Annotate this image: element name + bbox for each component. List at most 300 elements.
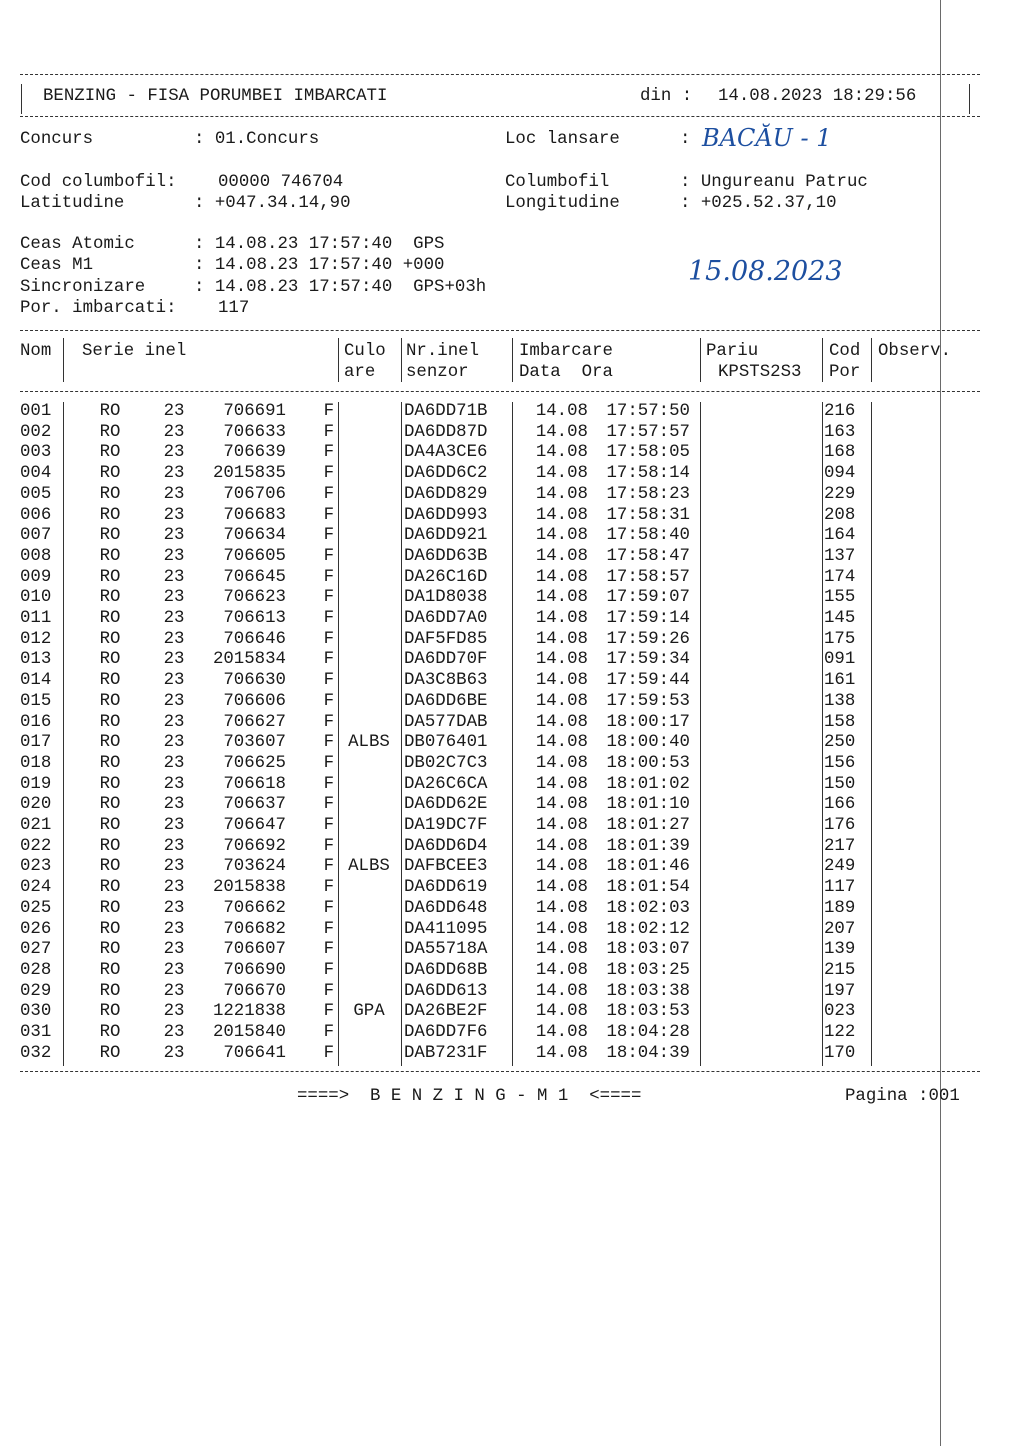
report-datetime: 14.08.2023 18:29:56: [718, 87, 917, 106]
table-row: [20, 795, 874, 816]
col-sep: [700, 338, 701, 382]
row-sex: F: [323, 484, 334, 504]
row-an: 23: [163, 878, 185, 898]
row-senzor: DA6DD648: [404, 898, 488, 918]
row-sex: F: [323, 567, 334, 587]
row-sex: F: [323, 464, 334, 484]
row-culoare: [338, 713, 400, 734]
row-culoare: [338, 692, 400, 713]
row-an: 23: [163, 981, 185, 1001]
row-data: 14.08: [535, 774, 588, 794]
row-inel: 706683: [223, 505, 286, 525]
row-an: 23: [163, 402, 185, 421]
col-header-serie-inel: Serie inel: [82, 342, 187, 361]
table-row: [20, 464, 874, 485]
row-sex: F: [323, 898, 334, 918]
row-inel: 706670: [223, 981, 286, 1001]
row-senzor: DA6DD71B: [404, 402, 488, 421]
col-sep: [822, 338, 823, 382]
row-tara: RO: [99, 816, 121, 836]
col-sep: [871, 338, 872, 382]
row-sex: F: [323, 878, 334, 898]
row-an: 23: [163, 733, 185, 753]
row-cod: 215: [824, 960, 856, 980]
row-an: 23: [163, 422, 185, 442]
row-sex: F: [323, 919, 334, 939]
table-row: [20, 506, 874, 527]
row-cod: 158: [824, 712, 856, 732]
row-tara: RO: [99, 774, 121, 794]
row-nom: 005: [20, 484, 52, 504]
row-an: 23: [163, 836, 185, 856]
latitudine-value: : +047.34.14,90: [194, 194, 351, 213]
row-cod: 137: [824, 546, 856, 566]
row-culoare: [338, 920, 400, 941]
row-data: 14.08: [535, 650, 588, 670]
row-senzor: DA6DD829: [404, 484, 488, 504]
table-row: [20, 713, 874, 734]
table-row: [20, 402, 874, 423]
row-an: 23: [163, 650, 185, 670]
row-pariu: [690, 526, 818, 547]
col-header-culoare-2: are: [344, 363, 376, 382]
row-inel: 706606: [223, 691, 286, 711]
row-data: 14.08: [535, 816, 588, 836]
row-cod: 138: [824, 691, 856, 711]
row-sex: F: [323, 402, 334, 421]
row-senzor: DA26C6CA: [404, 774, 488, 794]
row-ora: 18:01:10: [606, 795, 690, 815]
row-ora: 17:58:14: [606, 464, 690, 484]
row-data: 14.08: [535, 629, 588, 649]
row-cod: 217: [824, 836, 856, 856]
table-row: [20, 816, 874, 837]
row-data: 14.08: [535, 402, 588, 421]
row-senzor: DA6DD921: [404, 526, 488, 546]
row-culoare: ALBS: [348, 733, 390, 753]
table-row: [20, 920, 874, 941]
row-senzor: DA411095: [404, 919, 488, 939]
header-right-border: [969, 84, 970, 114]
row-pariu: [690, 485, 818, 506]
row-culoare: [338, 671, 400, 692]
row-an: 23: [163, 1002, 185, 1022]
row-inel: 2015840: [212, 1023, 286, 1043]
row-inel: 706630: [223, 671, 286, 691]
row-nom: 015: [20, 691, 52, 711]
row-senzor: DA6DD6C2: [404, 464, 488, 484]
row-pariu: [690, 713, 818, 734]
row-cod: 176: [824, 816, 856, 836]
row-tara: RO: [99, 878, 121, 898]
row-nom: 030: [20, 1002, 52, 1022]
concurs-label: Concurs: [20, 130, 94, 149]
row-pariu: [690, 878, 818, 899]
row-senzor: DAFBCEE3: [404, 857, 488, 877]
row-cod: 155: [824, 588, 856, 608]
row-ora: 18:02:12: [606, 919, 690, 939]
col-sep: [338, 338, 339, 382]
row-nom: 014: [20, 671, 52, 691]
row-cod: 170: [824, 1043, 856, 1063]
row-data: 14.08: [535, 795, 588, 815]
row-senzor: DA6DD70F: [404, 650, 488, 670]
row-pariu: [690, 609, 818, 630]
row-ora: 17:58:05: [606, 443, 690, 463]
row-nom: 016: [20, 712, 52, 732]
row-tara: RO: [99, 484, 121, 504]
row-pariu: [690, 630, 818, 651]
row-ora: 17:59:44: [606, 671, 690, 691]
row-ora: 18:01:27: [606, 816, 690, 836]
row-ora: 18:00:53: [606, 753, 690, 773]
row-nom: 032: [20, 1043, 52, 1063]
col-header-culoare-1: Culo: [344, 342, 386, 361]
row-senzor: DA577DAB: [404, 712, 488, 732]
row-an: 23: [163, 443, 185, 463]
row-an: 23: [163, 1023, 185, 1043]
row-pariu: [690, 443, 818, 464]
row-sex: F: [323, 960, 334, 980]
row-inel: 706647: [223, 816, 286, 836]
table-row: [20, 671, 874, 692]
loc-lansare-handwritten: BACĂU - 1: [702, 124, 832, 152]
row-inel: 1221838: [212, 1002, 286, 1022]
row-ora: 18:01:46: [606, 857, 690, 877]
concurs-value: : 01.Concurs: [194, 130, 320, 149]
row-inel: 706613: [223, 609, 286, 629]
table-row: [20, 443, 874, 464]
row-culoare: [338, 588, 400, 609]
row-an: 23: [163, 940, 185, 960]
row-culoare: [338, 1023, 400, 1044]
row-culoare: [338, 630, 400, 651]
row-sex: F: [323, 505, 334, 525]
loc-lansare-colon: :: [680, 130, 691, 149]
row-inel: 2015838: [212, 878, 286, 898]
row-nom: 020: [20, 795, 52, 815]
row-tara: RO: [99, 691, 121, 711]
table-row: [20, 485, 874, 506]
row-sex: F: [323, 588, 334, 608]
header-bottom-rule: [20, 116, 980, 117]
table-row: [20, 775, 874, 796]
row-culoare: [338, 961, 400, 982]
row-culoare: [338, 775, 400, 796]
row-nom: 025: [20, 898, 52, 918]
row-cod: 166: [824, 795, 856, 815]
row-pariu: [690, 961, 818, 982]
row-an: 23: [163, 691, 185, 711]
row-an: 23: [163, 526, 185, 546]
row-an: 23: [163, 857, 185, 877]
row-data: 14.08: [535, 940, 588, 960]
table-top-rule: [20, 330, 980, 331]
row-cod: 139: [824, 940, 856, 960]
cod-columbofil-value: 00000 746704: [218, 173, 344, 192]
row-senzor: DA26C16D: [404, 567, 488, 587]
row-senzor: DA6DD613: [404, 981, 488, 1001]
row-nom: 011: [20, 609, 52, 629]
col-header-imbarcare-1: Imbarcare: [519, 342, 613, 361]
row-senzor: DA6DD7A0: [404, 609, 488, 629]
row-nom: 029: [20, 981, 52, 1001]
row-nom: 001: [20, 402, 52, 421]
row-an: 23: [163, 816, 185, 836]
row-sex: F: [323, 422, 334, 442]
row-cod: 189: [824, 898, 856, 918]
header-top-rule: [20, 74, 980, 75]
row-data: 14.08: [535, 443, 588, 463]
row-an: 23: [163, 919, 185, 939]
row-culoare: [338, 754, 400, 775]
row-cod: 117: [824, 878, 856, 898]
row-ora: 18:01:02: [606, 774, 690, 794]
row-inel: 706623: [223, 588, 286, 608]
table-row: [20, 733, 874, 754]
row-senzor: DA6DD63B: [404, 546, 488, 566]
table-row: [20, 899, 874, 920]
row-sex: F: [323, 650, 334, 670]
row-ora: 17:58:23: [606, 484, 690, 504]
col-header-cod-1: Cod: [829, 342, 861, 361]
table-row: [20, 588, 874, 609]
row-sex: F: [323, 981, 334, 1001]
footer-banner: ====> B E N Z I N G - M 1 <====: [297, 1087, 642, 1106]
row-nom: 003: [20, 443, 52, 463]
sincronizare-value: : 14.08.23 17:57:40 GPS+03h: [194, 278, 487, 297]
row-pariu: [690, 423, 818, 444]
row-ora: 17:59:53: [606, 691, 690, 711]
row-inel: 706633: [223, 422, 286, 442]
col-header-cod-2: Por: [829, 363, 861, 382]
table-row: [20, 609, 874, 630]
row-culoare: [338, 568, 400, 589]
row-sex: F: [323, 526, 334, 546]
row-tara: RO: [99, 443, 121, 463]
row-pariu: [690, 568, 818, 589]
row-senzor: DA6DD6D4: [404, 836, 488, 856]
row-senzor: DB02C7C3: [404, 753, 488, 773]
row-cod: 145: [824, 609, 856, 629]
row-sex: F: [323, 836, 334, 856]
table-row: [20, 1023, 874, 1044]
row-sex: F: [323, 443, 334, 463]
col-sep: [401, 338, 402, 382]
latitudine-label: Latitudine: [20, 194, 125, 213]
row-data: 14.08: [535, 1002, 588, 1022]
row-nom: 009: [20, 567, 52, 587]
row-nom: 002: [20, 422, 52, 442]
row-data: 14.08: [535, 753, 588, 773]
row-sex: F: [323, 609, 334, 629]
row-data: 14.08: [535, 588, 588, 608]
row-inel: 706690: [223, 960, 286, 980]
row-inel: 706634: [223, 526, 286, 546]
row-ora: 18:00:17: [606, 712, 690, 732]
row-cod: 163: [824, 422, 856, 442]
row-an: 23: [163, 960, 185, 980]
handwritten-date: 15.08.2023: [688, 256, 843, 287]
row-cod: 249: [824, 857, 856, 877]
row-senzor: DA6DD87D: [404, 422, 488, 442]
row-inel: 706605: [223, 546, 286, 566]
row-sex: F: [323, 712, 334, 732]
row-tara: RO: [99, 960, 121, 980]
row-culoare: [338, 816, 400, 837]
row-data: 14.08: [535, 546, 588, 566]
row-pariu: [690, 506, 818, 527]
row-an: 23: [163, 898, 185, 918]
row-tara: RO: [99, 671, 121, 691]
row-inel: 706691: [223, 402, 286, 421]
row-tara: RO: [99, 567, 121, 587]
loc-lansare-label: Loc lansare: [505, 130, 620, 149]
row-an: 23: [163, 1043, 185, 1063]
row-pariu: [690, 982, 818, 1003]
row-cod: 175: [824, 629, 856, 649]
row-an: 23: [163, 484, 185, 504]
row-tara: RO: [99, 836, 121, 856]
row-inel: 706639: [223, 443, 286, 463]
row-tara: RO: [99, 526, 121, 546]
table-row: [20, 878, 874, 899]
row-inel: 706706: [223, 484, 286, 504]
col-header-pariu-1: Pariu: [706, 342, 759, 361]
row-data: 14.08: [535, 836, 588, 856]
row-data: 14.08: [535, 671, 588, 691]
row-ora: 17:58:47: [606, 546, 690, 566]
table-row: [20, 526, 874, 547]
row-sex: F: [323, 753, 334, 773]
row-pariu: [690, 837, 818, 858]
header-left-border: [21, 84, 22, 114]
row-inel: 706682: [223, 919, 286, 939]
row-data: 14.08: [535, 464, 588, 484]
row-nom: 017: [20, 733, 52, 753]
row-pariu: [690, 816, 818, 837]
row-cod: 168: [824, 443, 856, 463]
row-nom: 022: [20, 836, 52, 856]
row-tara: RO: [99, 464, 121, 484]
row-culoare: GPA: [353, 1002, 385, 1022]
table-row: [20, 837, 874, 858]
table-row: [20, 650, 874, 671]
row-culoare: [338, 982, 400, 1003]
row-tara: RO: [99, 981, 121, 1001]
row-tara: RO: [99, 733, 121, 753]
row-inel: 706662: [223, 898, 286, 918]
row-nom: 007: [20, 526, 52, 546]
table-row: [20, 692, 874, 713]
por-imbarcati-label: Por. imbarcati:: [20, 299, 177, 318]
row-ora: 18:03:25: [606, 960, 690, 980]
row-inel: 706645: [223, 567, 286, 587]
row-tara: RO: [99, 650, 121, 670]
row-cod: 229: [824, 484, 856, 504]
row-cod: 207: [824, 919, 856, 939]
row-ora: 18:00:40: [606, 733, 690, 753]
table-row: [20, 857, 874, 878]
row-pariu: [690, 899, 818, 920]
row-senzor: DA1D8038: [404, 588, 488, 608]
row-data: 14.08: [535, 526, 588, 546]
row-sex: F: [323, 795, 334, 815]
row-pariu: [690, 940, 818, 961]
col-header-nom: Nom: [20, 342, 52, 361]
row-pariu: [690, 588, 818, 609]
ceas-m1-value: : 14.08.23 17:57:40 +000: [194, 256, 445, 275]
row-senzor: DA55718A: [404, 940, 488, 960]
col-header-nr-inel-2: senzor: [406, 363, 469, 382]
row-senzor: DA3C8B63: [404, 671, 488, 691]
row-culoare: [338, 547, 400, 568]
row-pariu: [690, 1023, 818, 1044]
row-tara: RO: [99, 402, 121, 421]
row-ora: 17:59:34: [606, 650, 690, 670]
row-cod: 091: [824, 650, 856, 670]
table-bottom-rule: [20, 1071, 980, 1072]
row-pariu: [690, 754, 818, 775]
col-header-pariu-2: KPSTS2S3: [718, 363, 802, 382]
por-imbarcati-value: 117: [218, 299, 250, 318]
row-tara: RO: [99, 505, 121, 525]
row-cod: 164: [824, 526, 856, 546]
row-inel: 706641: [223, 1043, 286, 1063]
row-culoare: [338, 485, 400, 506]
row-an: 23: [163, 464, 185, 484]
row-culoare: [338, 609, 400, 630]
row-nom: 012: [20, 629, 52, 649]
sincronizare-label: Sincronizare: [20, 278, 146, 297]
row-sex: F: [323, 546, 334, 566]
row-data: 14.08: [535, 960, 588, 980]
row-tara: RO: [99, 546, 121, 566]
table-row: [20, 982, 874, 1003]
row-tara: RO: [99, 629, 121, 649]
row-sex: F: [323, 816, 334, 836]
row-cod: 094: [824, 464, 856, 484]
table-row: [20, 547, 874, 568]
row-ora: 18:01:39: [606, 836, 690, 856]
row-nom: 024: [20, 878, 52, 898]
row-sex: F: [323, 774, 334, 794]
row-inel: 706618: [223, 774, 286, 794]
row-senzor: DA19DC7F: [404, 816, 488, 836]
row-sex: F: [323, 940, 334, 960]
row-cod: 023: [824, 1002, 856, 1022]
row-ora: 18:01:54: [606, 878, 690, 898]
row-an: 23: [163, 546, 185, 566]
row-sex: F: [323, 1002, 334, 1022]
row-inel: 706692: [223, 836, 286, 856]
row-cod: 150: [824, 774, 856, 794]
row-sex: F: [323, 671, 334, 691]
row-cod: 208: [824, 505, 856, 525]
row-data: 14.08: [535, 857, 588, 877]
row-cod: 197: [824, 981, 856, 1001]
row-senzor: DA6DD619: [404, 878, 488, 898]
row-senzor: DAB7231F: [404, 1043, 488, 1063]
row-pariu: [690, 1044, 818, 1065]
row-data: 14.08: [535, 567, 588, 587]
row-senzor: DA6DD993: [404, 505, 488, 525]
row-data: 14.08: [535, 1043, 588, 1063]
row-ora: 17:59:14: [606, 609, 690, 629]
row-ora: 17:57:57: [606, 422, 690, 442]
row-data: 14.08: [535, 733, 588, 753]
row-nom: 006: [20, 505, 52, 525]
